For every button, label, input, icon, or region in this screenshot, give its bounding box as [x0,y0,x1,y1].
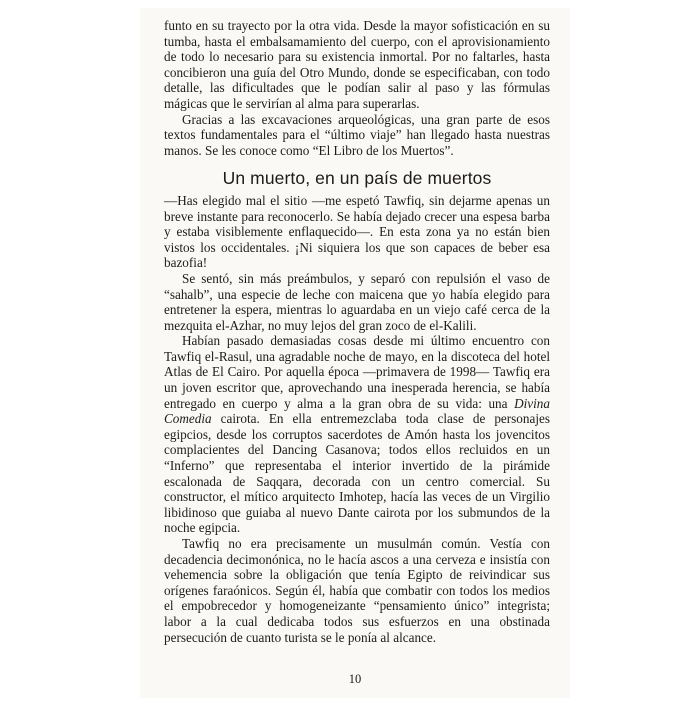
intro-paragraph-second: Gracias a las excavaciones arqueológicas, una gran parte de esos textos fundamentales para el “último viaje” han llegado hasta nuestras manos. Se les conoce como “El Libro de los Muertos”. [164,111,550,158]
body-paragraph: Se sentó, sin más preámbulos, y separó con repulsión el vaso de “sahalb”, una especie de leche con maicena que yo había elegido para entretener la espera, mientras lo aguardaba en un viejo café cerca de la mezquita el-Azhar, no muy lejos del gran zoco de el-Kalili. [164,270,550,333]
body-paragraph [164,333,550,536]
body-paragraph: —Has elegido mal el sitio —me espetó Tawfiq, sin dejarme apenas un breve instante para reconocerlo. Se había dejado crecer una espesa barba y estaba visiblemente enflaquecido—. En esta zona ya no están bien vistos los occidentales. ¡Ni siquiera los que son capaces de beber esa bazofia! [164,192,550,271]
page-body [164,18,550,645]
page-number: 10 [348,672,362,686]
section-heading: Un muerto, en un país de muertos [222,168,492,189]
body-paragraph: Tawfiq no era precisamente un musulmán común. Vestía con decadencia decimonónica, no le hacía ascos a una cerveza e insistía con vehemencia sobre la obligación que tenía Egipto de reivindicar sus orígenes faraónicos. Según él, había que combatir con todos los medios el empobrecedor y homogeneizante “pensamiento único” integrista; labor a la cual dedicaba todos sus esfuerzos en una obstinada persecución de cuanto turista se le ponía al alcance. [164,536,550,645]
italic-title: Divina Comedia [164,395,550,427]
book-page [140,8,570,698]
body-text: Habían pasado demasiadas cosas desde mi último encuentro con Tawfiq el-Rasul, una agradable noche de mayo, en la discoteca del hotel Atlas de El Cairo. Por aquella época —primavera de 1998— Tawfiq era un joven escritor que, aprovechando una inesperada herencia, se había entregado en cuerpo y alma a la gran obra de su vida: una [164,333,550,411]
intro-paragraph-continued: funto en su trayecto por la otra vida. Desde la mayor sofisticación en su tumba, hasta el embalsamamiento del cuerpo, con el aprovisionamiento de todo lo necesario para su existencia inmortal. Por no faltarles, hasta concibieron una guía del Otro Mundo, donde se especificaban, con todo detalle, las dificultades que le podían salir al paso y las fórmulas mágicas que le servirían al alma para superarlas. [164,18,550,111]
body-text: cairota. En ella entremezclaba toda clase de personajes egipcios, desde los corruptos sacerdotes de Amón hasta los jovencitos complacientes del Dancing Casanova; todos ellos recluidos en un “Inferno” que representaba el interior invertido de la pirámide escalonada de Saqqara, decorada con un centro comercial. Su constructor, el mítico arquitecto Imhotep, hacía las veces de un Virgilio libidinoso que guiaba al nuevo Dante cairota por los submundos de la noche egipcia. [164,411,550,536]
